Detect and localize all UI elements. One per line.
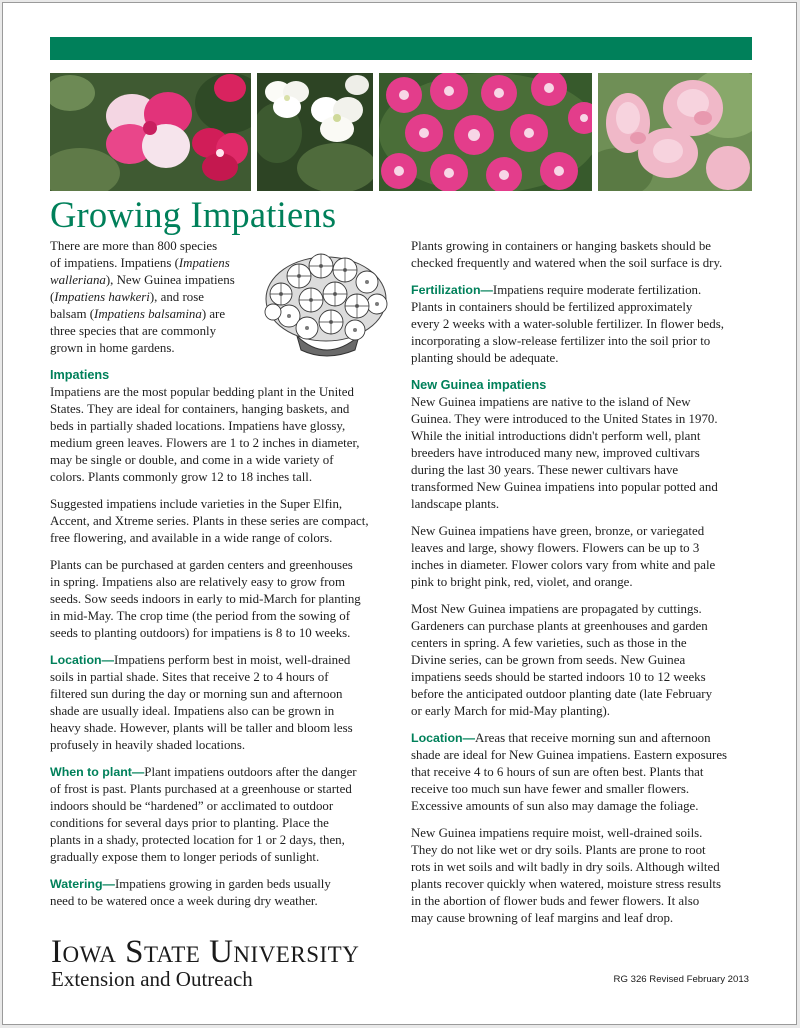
new-guinea-paragraph-4: New Guinea impatiens require moist, well-drained soils. They do not like wet or dry soils. Plants are prone to root rots in wet soils and wilt badly in dry soils. Although wilted plants recover quickly when watered, moisture stress results in the abortion of flower buds and fewer flowers. It also may cause browning of leaf margins and leaf drop. [411,826,722,925]
new-guinea-location-paragraph: Location—Areas that receive morning sun and afternoon shade are ideal for New Guinea impatiens. Eastern exposures that receive 4 to 6 hours of sun are often best. Plants that receive too much sun have fewer and smaller flowers. Excessive amounts of sun also may damage the foliage. [411,731,728,813]
header-color-bar [50,37,752,60]
impatiens-location-paragraph: Location—Impatiens perform best in moist, well-drained soils in partial shade. Sites that receive 2 to 4 hours of filtered sun during the day or morning sun and afternoon shade are usually ideal. Impatiens also can be grown in heavy shade. However, plants will be taller and bloom less profusely in heavily shaded locations. [50,653,353,752]
photo-balsam-flowers [598,73,752,191]
extension-subtitle: Extension and Outreach [51,967,253,991]
new-guinea-paragraph-1: New Guinea impatiens are native to the island of New Guinea. They were introduced to the United States in 1970. While the initial introductions didn't perform well, plant breeders have introduced many new, improved cultivars during the last 30 years. These newer cultivars have transformed New Guinea impatiens into popular potted and landscape plants. [411,395,718,511]
impatiens-paragraph-3: Plants can be purchased at garden centers and greenhouses in spring. Impatiens also are relatively easy to grow from seeds. Sow seeds indoors in early to mid-March for planting in mid-May. The crop time (the period from the sowing of seeds to planting outdoors) for impatiens is 8 to 10 weeks. [50,558,361,640]
document-page [2,2,797,1025]
ng-location-lead: Location— [411,731,476,745]
containers-watering-paragraph: Plants growing in containers or hanging baskets should be checked frequently and watered when the soil surface is dry. [411,239,723,270]
fertilization-lead: Fertilization— [411,283,493,297]
impatiens-paragraph-2: Suggested impatiens include varieties in the Super Elfin, Accent, and Xtreme series. Plants in these series are compact, free flowering, and available in a wide range of colors. [50,497,369,545]
photo-pink-white-impatiens [50,73,251,191]
watering-lead: Watering— [50,877,115,891]
new-guinea-heading: New Guinea impatiens [411,378,547,392]
photo-white-impatiens [257,73,373,191]
impatiens-plant-illustration [259,244,394,360]
impatiens-paragraph-1: Impatiens are the most popular bedding plant in the United States. They are ideal for containers, hanging baskets, and beds in partially shaded locations. Impatiens have glossy, medium green leaves. Flowers are 1 to 2 inches in diameter, may be single or double, and come in a wide variety of colors. Plants commonly grow 12 to 18 inches tall. [50,385,360,484]
page-title: Growing Impatiens [50,194,337,235]
photo-pink-star-impatiens [379,73,592,191]
university-logo: Iowa State University [51,934,360,970]
watering-paragraph: Watering—Impatiens growing in garden beds usually need to be watered once a week during dry weather. [50,877,331,908]
publication-id: RG 326 Revised February 2013 [613,974,749,985]
new-guinea-paragraph-3: Most New Guinea impatiens are propagated by cuttings. Gardeners can purchase plants at greenhouses and garden centers in spring. A few varieties, such as those in the Divine series, can be grown from seeds. New Guinea impatiens seeds should be started indoors 10 to 12 weeks before the anticipated outdoor planting date (late February or early March for mid-May planting). [411,602,713,718]
fertilization-paragraph: Fertilization—Impatiens require moderate fertilization. Plants in containers should be fertilized approximately every 2 weeks with a water-soluble fertilizer. In flower beds, incorporating a slow-release fertilizer into the soil prior to planting should be adequate. [411,283,724,365]
intro-paragraph: There are more than 800 species of impatiens. Impatiens (Impatiens walleriana), New Guinea impatiens (Impatiens hawkeri), and rose balsam (Impatiens balsamina) are three species that are commonly grown in home gardens. [50,239,235,355]
right-column [411,238,751,927]
when-to-plant-lead: When to plant— [50,765,145,779]
impatiens-heading: Impatiens [50,368,110,382]
location-lead: Location— [50,653,115,667]
when-to-plant-paragraph: When to plant—Plant impatiens outdoors after the danger of frost is past. Plants purchased at a greenhouse or started indoors should be “hardened” or acclimated to outdoor conditions for several days prior to planting. Place the plants in a shady, protected location for 1 or 2 days, then, gradually expose them to longer periods of sunlight. [50,765,357,864]
new-guinea-paragraph-2: New Guinea impatiens have green, bronze, or variegated leaves and large, showy flowers. Flowers can be up to 3 inches in diameter. Flower colors vary from white and pale pink to bright pink, red, violet, and orange. [411,524,716,589]
